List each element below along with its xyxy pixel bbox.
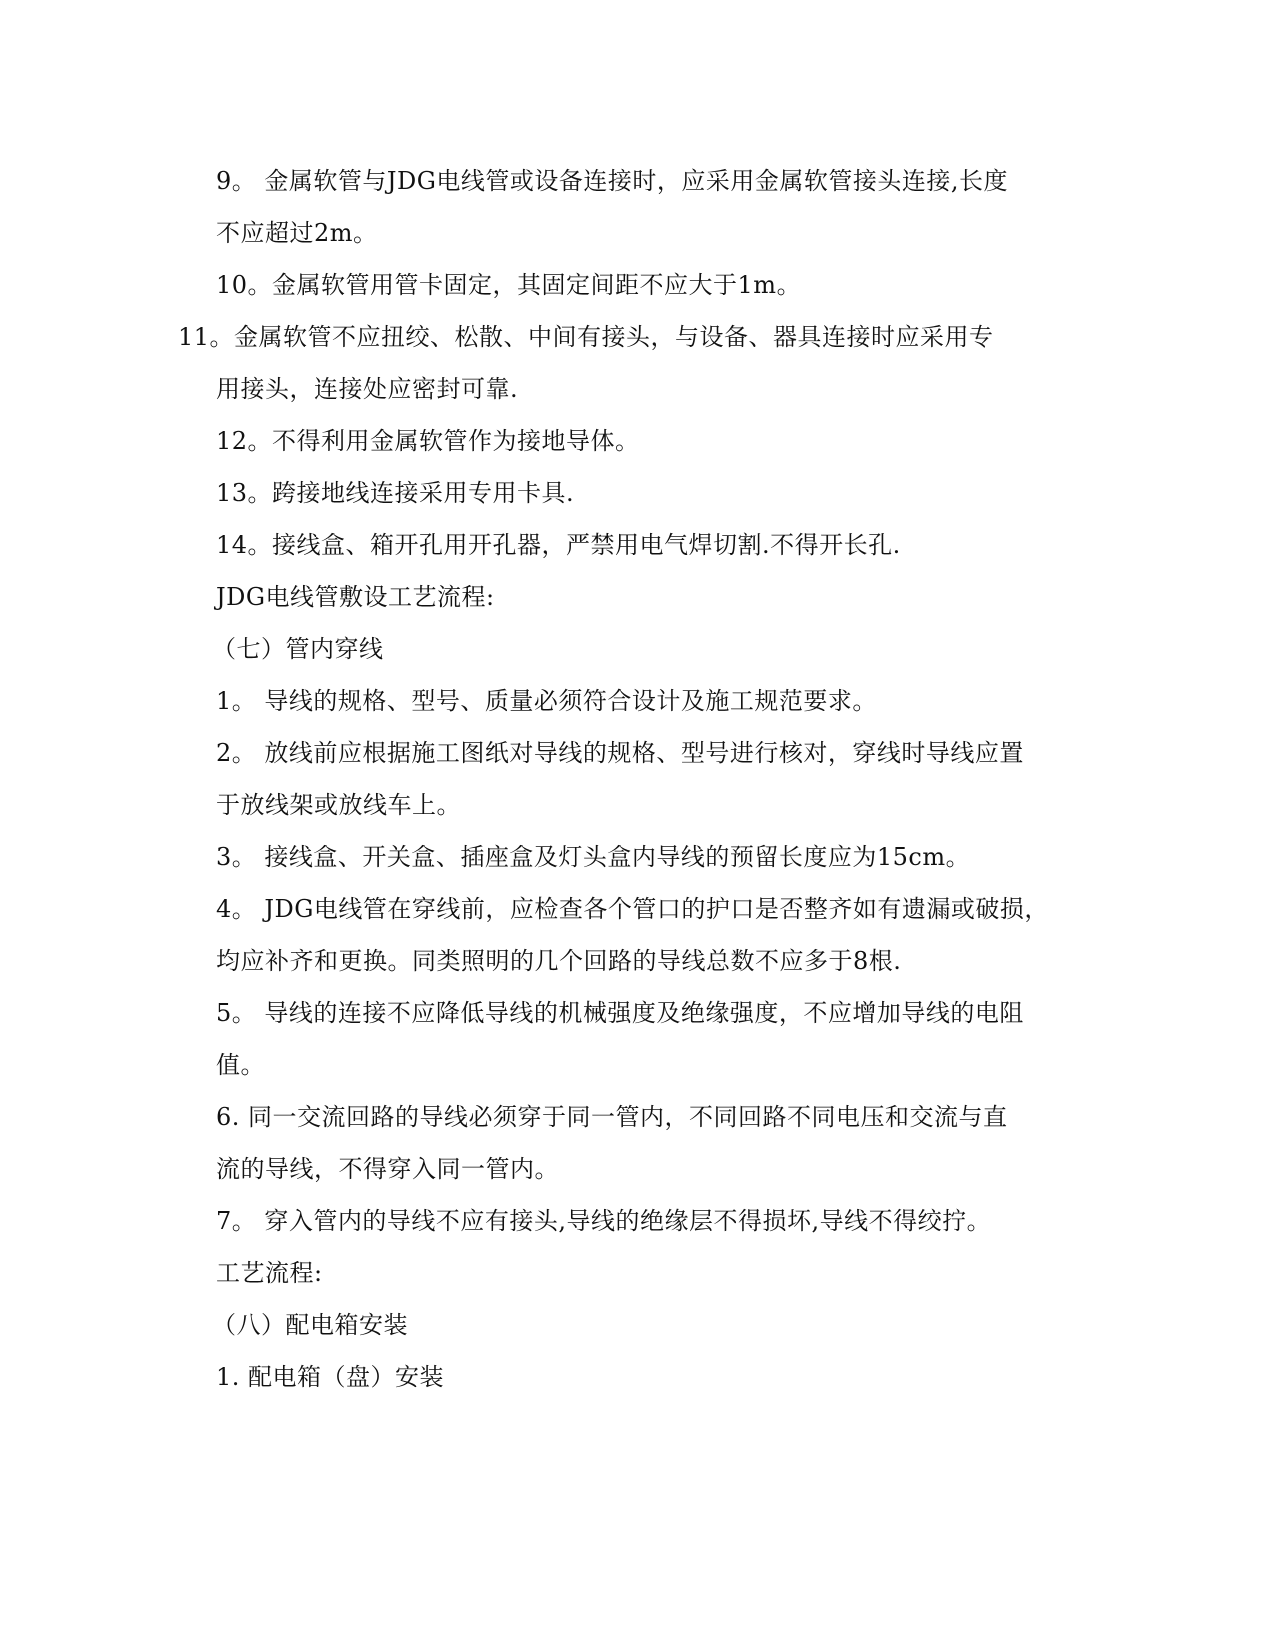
text-line: 值。 <box>216 1051 265 1079</box>
text-line: 4。 JDG电线管在穿线前，应检查各个管口的护口是否整齐如有遗漏或破损， <box>216 895 1049 923</box>
text-line: 9。 金属软管与JDG电线管或设备连接时，应采用金属软管接头连接,长度 <box>216 167 1009 195</box>
text-line: 11。金属软管不应扭绞、松散、中间有接头，与设备、器具连接时应采用专 <box>178 323 994 351</box>
text-line: 5。 导线的连接不应降低导线的机械强度及绝缘强度，不应增加导线的电阻 <box>216 999 1024 1027</box>
text-line: 1。 导线的规格、型号、质量必须符合设计及施工规范要求。 <box>216 687 877 715</box>
text-line: 10。金属软管用管卡固定，其固定间距不应大于1m。 <box>216 271 802 299</box>
text-line: 于放线架或放线车上。 <box>216 791 461 819</box>
text-line: 1. 配电箱（盘）安装 <box>216 1363 445 1391</box>
text-line: 不应超过2m。 <box>216 219 378 247</box>
text-line: 均应补齐和更换。同类照明的几个回路的导线总数不应多于8根. <box>216 947 902 975</box>
text-line: 12。不得利用金属软管作为接地导体。 <box>216 427 640 455</box>
text-line: 13。跨接地线连接采用专用卡具. <box>216 479 575 507</box>
text-line: 3。 接线盒、开关盒、插座盒及灯头盒内导线的预留长度应为15cm。 <box>216 843 971 871</box>
text-line: 7。 穿入管内的导线不应有接头,导线的绝缘层不得损坏,导线不得绞拧。 <box>216 1207 992 1235</box>
text-line: JDG电线管敷设工艺流程: <box>216 583 495 611</box>
text-line: 流的导线，不得穿入同一管内。 <box>216 1155 559 1183</box>
section-heading: （七）管内穿线 <box>212 635 384 663</box>
text-line: 2。 放线前应根据施工图纸对导线的规格、型号进行核对，穿线时导线应置 <box>216 739 1024 767</box>
text-line: 14。接线盒、箱开孔用开孔器，严禁用电气焊切割.不得开长孔. <box>216 531 901 559</box>
text-line: 用接头，连接处应密封可靠. <box>216 375 519 403</box>
text-line: 工艺流程: <box>216 1259 323 1287</box>
section-heading: （八）配电箱安装 <box>212 1311 408 1339</box>
text-line: 6. 同一交流回路的导线必须穿于同一管内，不同回路不同电压和交流与直 <box>216 1103 1008 1131</box>
